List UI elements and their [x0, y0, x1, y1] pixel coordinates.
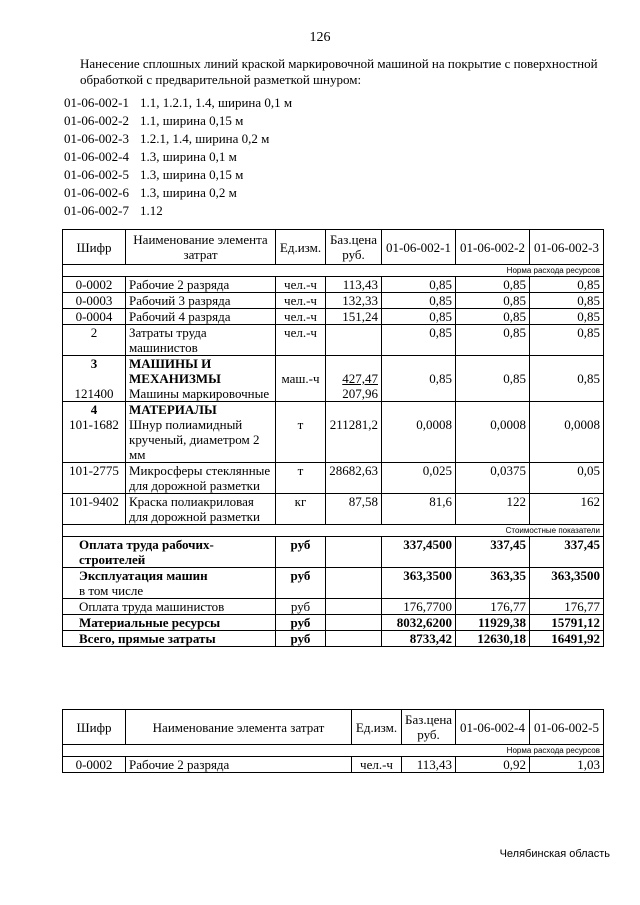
cost-unit: руб	[276, 615, 326, 631]
row-val-1: 0,85	[382, 277, 456, 293]
row-name: Рабочий 3 разряда	[126, 293, 276, 309]
row-name: Рабочие 2 разряда	[126, 277, 276, 293]
row-price: 151,24	[326, 309, 382, 325]
row-unit: т	[276, 402, 326, 463]
row-price: 132,33	[326, 293, 382, 309]
row-price: 113,43	[402, 757, 456, 773]
norm-label-row	[63, 745, 604, 757]
cost-val-1: 176,7700	[382, 599, 456, 615]
row-name: Микросферы стеклянные для дорожной разметки	[126, 463, 276, 494]
cost-name: Всего, прямые затраты	[63, 631, 276, 647]
row-price: 211281,2	[326, 402, 382, 463]
row-val-2: 0,85	[503, 371, 526, 386]
cost-name: Оплата труда машинистов	[63, 599, 276, 615]
cost-val-1: 363,3500	[382, 568, 456, 599]
row-name: Шнур полиамидный крученый, диаметром 2 мм	[129, 417, 260, 462]
table-row	[63, 293, 604, 309]
header-name: Наименование элемента затрат	[126, 710, 352, 745]
row-name: Машины маркировочные	[129, 386, 270, 401]
code-list-item	[64, 184, 292, 202]
row-val-5: 1,03	[530, 757, 604, 773]
table-row	[63, 463, 604, 494]
row-val-1: 81,6	[382, 494, 456, 525]
table-row	[63, 277, 604, 293]
row-code: 0-0003	[63, 293, 126, 309]
intro-text: Нанесение сплошных линий краской маркировочной машиной на покрытие с поверхностной обработкой с предварительной разметкой шнуром:	[80, 56, 598, 87]
page-number: 126	[309, 30, 331, 45]
row-unit: чел.-ч	[276, 277, 326, 293]
cost-val-2: 11929,38	[456, 615, 530, 631]
norm-label-row	[63, 265, 604, 277]
row-val-1: 0,0008	[382, 402, 456, 463]
row-val-3: 0,85	[530, 277, 604, 293]
code-list-item	[64, 112, 292, 130]
cost-label: Стоимостные показатели	[63, 525, 604, 537]
code-desc: 1.2.1, 1.4, ширина 0,2 м	[140, 131, 270, 146]
cost-name: Оплата труда рабочих-строителей	[63, 537, 276, 568]
cost-row	[63, 599, 604, 615]
cost-val-1: 337,4500	[382, 537, 456, 568]
row-val-1: 0,85	[382, 309, 456, 325]
header-code: Шифр	[63, 710, 126, 745]
cost-val-3: 176,77	[530, 599, 604, 615]
row-name: Краска полиакриловая для дорожной разметки	[126, 494, 276, 525]
section-title: МАШИНЫ И МЕХАНИЗМЫ	[129, 356, 221, 386]
header-col-4: 01-06-002-4	[456, 710, 530, 745]
row-val-3: 0,85	[577, 371, 600, 386]
row-val-1: 0,025	[382, 463, 456, 494]
code-desc: 1.1, 1.2.1, 1.4, ширина 0,1 м	[140, 95, 293, 110]
cost-val-3: 16491,92	[530, 631, 604, 647]
header-unit: Ед.изм.	[276, 230, 326, 265]
cost-row	[63, 631, 604, 647]
cost-val-1: 8733,42	[382, 631, 456, 647]
row-code: 101-9402	[63, 494, 126, 525]
section-code: 3	[90, 356, 98, 371]
row-code: 101-2775	[63, 463, 126, 494]
row-val-4: 0,92	[456, 757, 530, 773]
table-header-row	[63, 230, 604, 265]
cost-label-row	[63, 525, 604, 537]
row-val-3: 0,85	[530, 293, 604, 309]
row-price: 87,58	[326, 494, 382, 525]
cost-row	[63, 537, 604, 568]
row-name: Рабочий 4 разряда	[126, 309, 276, 325]
section-code: 4	[90, 402, 98, 417]
row-price: 427,47	[342, 371, 378, 386]
row-val-3: 0,05	[530, 463, 604, 494]
table-row	[63, 402, 604, 463]
row-unit: чел.-ч	[352, 757, 402, 773]
row-price: 113,43	[326, 277, 382, 293]
resource-table-2	[62, 709, 604, 773]
header-col-2: 01-06-002-2	[456, 230, 530, 265]
code: 01-06-002-4	[64, 149, 129, 164]
cost-val-3: 337,45	[530, 537, 604, 568]
row-unit: чел.-ч	[276, 309, 326, 325]
cost-row	[63, 568, 604, 599]
code-desc: 1.3, ширина 0,15 м	[140, 167, 244, 182]
row-name: Рабочие 2 разряда	[126, 757, 352, 773]
table-row	[63, 757, 604, 773]
row-val-2: 0,85	[456, 325, 530, 356]
row-val-2: 0,85	[456, 309, 530, 325]
row-unit: т	[276, 463, 326, 494]
code-desc: 1.1, ширина 0,15 м	[140, 113, 244, 128]
row-code: 121400	[74, 386, 114, 401]
code-desc: 1.3, ширина 0,2 м	[140, 185, 237, 200]
section-title: МАТЕРИАЛЫ	[129, 402, 217, 417]
cost-val-3: 363,3500	[530, 568, 604, 599]
row-price	[326, 325, 382, 356]
cost-val-2: 363,35	[456, 568, 530, 599]
row-unit: чел.-ч	[276, 293, 326, 309]
row-code: 101-1682	[69, 417, 119, 432]
row-val-1: 0,85	[382, 325, 456, 356]
row-val-3: 0,85	[530, 325, 604, 356]
row-val-3: 162	[530, 494, 604, 525]
header-name: Наименование элемента затрат	[126, 230, 276, 265]
header-col-5: 01-06-002-5	[530, 710, 604, 745]
row-unit: кг	[276, 494, 326, 525]
cost-val-3: 15791,12	[530, 615, 604, 631]
row-val-3: 0,0008	[530, 402, 604, 463]
row-val-1: 0,85	[429, 371, 452, 386]
row-val-2: 0,0375	[456, 463, 530, 494]
table-row	[63, 494, 604, 525]
code-list	[64, 94, 292, 220]
row-unit: маш.-ч	[281, 371, 320, 386]
row-val-1: 0,85	[382, 293, 456, 309]
row-val-3: 0,85	[530, 309, 604, 325]
code-list-item	[64, 130, 292, 148]
cost-unit: руб	[276, 631, 326, 647]
code-desc: 1.3, ширина 0,1 м	[140, 149, 237, 164]
row-unit: чел.-ч	[276, 325, 326, 356]
code: 01-06-002-6	[64, 185, 129, 200]
code: 01-06-002-3	[64, 131, 129, 146]
norm-label: Норма расхода ресурсов	[63, 265, 604, 277]
cost-unit: руб	[276, 599, 326, 615]
norm-label: Норма расхода ресурсов	[63, 745, 604, 757]
header-col-3: 01-06-002-3	[530, 230, 604, 265]
header-price: Баз.цена руб.	[326, 230, 382, 265]
header-price: Баз.цена руб.	[402, 710, 456, 745]
code-list-item	[64, 148, 292, 166]
cost-unit: руб	[276, 537, 326, 568]
row-price-2: 207,96	[342, 386, 378, 401]
cost-val-2: 176,77	[456, 599, 530, 615]
cost-row	[63, 615, 604, 631]
row-val-2: 0,0008	[456, 402, 530, 463]
cost-unit: руб	[276, 568, 326, 599]
table-row	[63, 356, 604, 402]
code-list-item	[64, 202, 292, 220]
code: 01-06-002-7	[64, 203, 129, 218]
row-val-2: 0,85	[456, 277, 530, 293]
code: 01-06-002-2	[64, 113, 129, 128]
code: 01-06-002-1	[64, 95, 129, 110]
row-price: 28682,63	[326, 463, 382, 494]
row-name: Затраты труда машинистов	[126, 325, 276, 356]
row-code: 0-0002	[63, 757, 126, 773]
cost-name: Эксплуатация машин	[79, 568, 208, 583]
code: 01-06-002-5	[64, 167, 129, 182]
row-code: 0-0002	[63, 277, 126, 293]
header-code: Шифр	[63, 230, 126, 265]
table-row	[63, 325, 604, 356]
cost-val-2: 12630,18	[456, 631, 530, 647]
row-val-2: 122	[456, 494, 530, 525]
row-val-2: 0,85	[456, 293, 530, 309]
header-col-1: 01-06-002-1	[382, 230, 456, 265]
footer-region: Челябинская область	[499, 848, 610, 860]
cost-val-1: 8032,6200	[382, 615, 456, 631]
code-desc: 1.12	[140, 203, 163, 218]
table-header-row	[63, 710, 604, 745]
cost-val-2: 337,45	[456, 537, 530, 568]
code-list-item	[64, 166, 292, 184]
row-code: 0-0004	[63, 309, 126, 325]
cost-name: Материальные ресурсы	[63, 615, 276, 631]
cost-subnote: в том числе	[79, 583, 144, 598]
resource-table-1	[62, 229, 604, 647]
header-unit: Ед.изм.	[352, 710, 402, 745]
table-row	[63, 309, 604, 325]
row-code: 2	[63, 325, 126, 356]
code-list-item	[64, 94, 292, 112]
